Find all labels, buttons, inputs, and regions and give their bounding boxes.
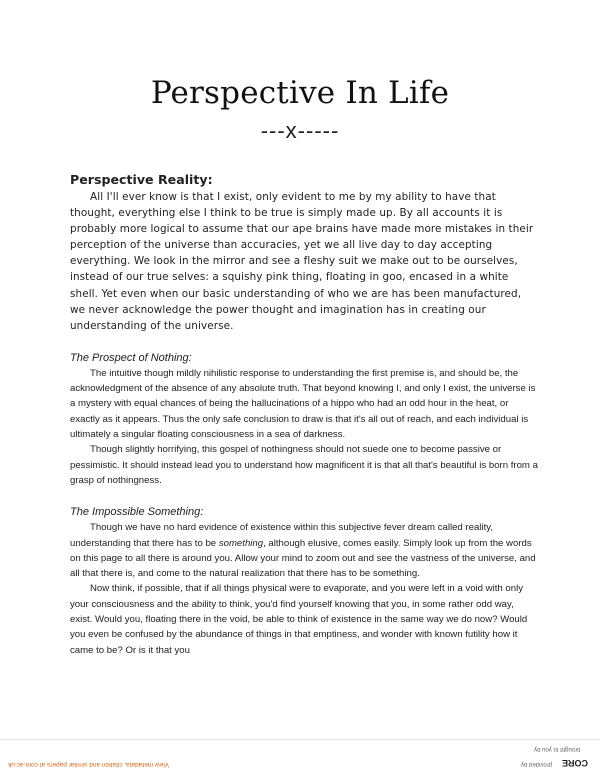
paragraph-text: , although elusive, comes easily. Simply look up from the words on this page to all there is around you. Allow your mind to zoom out and see the vastness of the universe, and all that there is, and come to the natural realization that there has to be something. [70, 537, 536, 580]
core-logo[interactable]: CORE [561, 758, 588, 768]
paragraph: The intuitive though mildly nihilistic response to understanding the first premise is, and should be, the acknowledgment of the absence of any absolute truth. That beyond knowing I, and only I exist, the universe is a mystery with equal chances of being the hallucinations of a hippo who had an odd hour in the heat, or exactly as it appears. Thus the only safe conclusion to draw is that it's all out of reach, and each individual is ultimately a singular floating consciousness in a sea of darkness. [70, 367, 536, 441]
paragraph: Now think, if possible, that if all things physical were to evaporate, and you were left in a void with only your consciousness and the ability to think, you'd find yourself knowing that you, in some rather odd way, exist. Would you, floating there in the void, be able to think of existence in the same way we do now? Would you even be confused by the abundance of things in that emptiness, and wonder with known futility how it came to be? Or is it that you [70, 583, 528, 656]
paragraph-text: Though we have no hard evidence of existence within this subjective fever dream called reality, understanding that there has to be [70, 522, 493, 549]
brought-by-text: brought to you by [533, 746, 580, 752]
section-heading-prospect-of-nothing: The Prospect of Nothing: [70, 351, 192, 364]
section-heading-impossible-something: The Impossible Something: [70, 506, 204, 519]
view-metadata-link[interactable]: View metadata, citation and similar papers at core.ac.uk [8, 761, 170, 768]
paragraph: All I'll ever know is that I exist, only evident to me by my ability to have that thought, everything else I think to be true is simply made up. By all accounts it is probably more logical to assume that our ape brains have made more mistakes in their perception of the universe than accuracies, yet we all live day to day accepting everything. We look in the mirror and see a fleshy suit we make out to be ourselves, instead of our true selves: a squishy pink thing, floating in goo, encased in a white shell. Yet even when our basic understanding of who we are has been manufactured, we never acknowledge the power thought and imagination has in creating our understanding of the universe. [70, 191, 534, 332]
emphasis-text: something [218, 537, 264, 549]
document-body [70, 172, 538, 658]
document-divider: ---x----- [260, 118, 340, 143]
footer-divider [0, 739, 600, 740]
page-footer [0, 736, 600, 776]
paragraph [70, 520, 538, 581]
paragraph: Though slightly horrifying, this gospel of nothingness should not suede one to become passive or pessimistic. It should instead lead you to understand how magnificent it is that all that's beautiful is born from a grasp of nothingness. [70, 444, 538, 486]
provided-by-text: provided by [520, 761, 552, 767]
document-title: Perspective In Life [150, 75, 450, 111]
section-heading-perspective-reality: Perspective Reality: [70, 172, 213, 187]
